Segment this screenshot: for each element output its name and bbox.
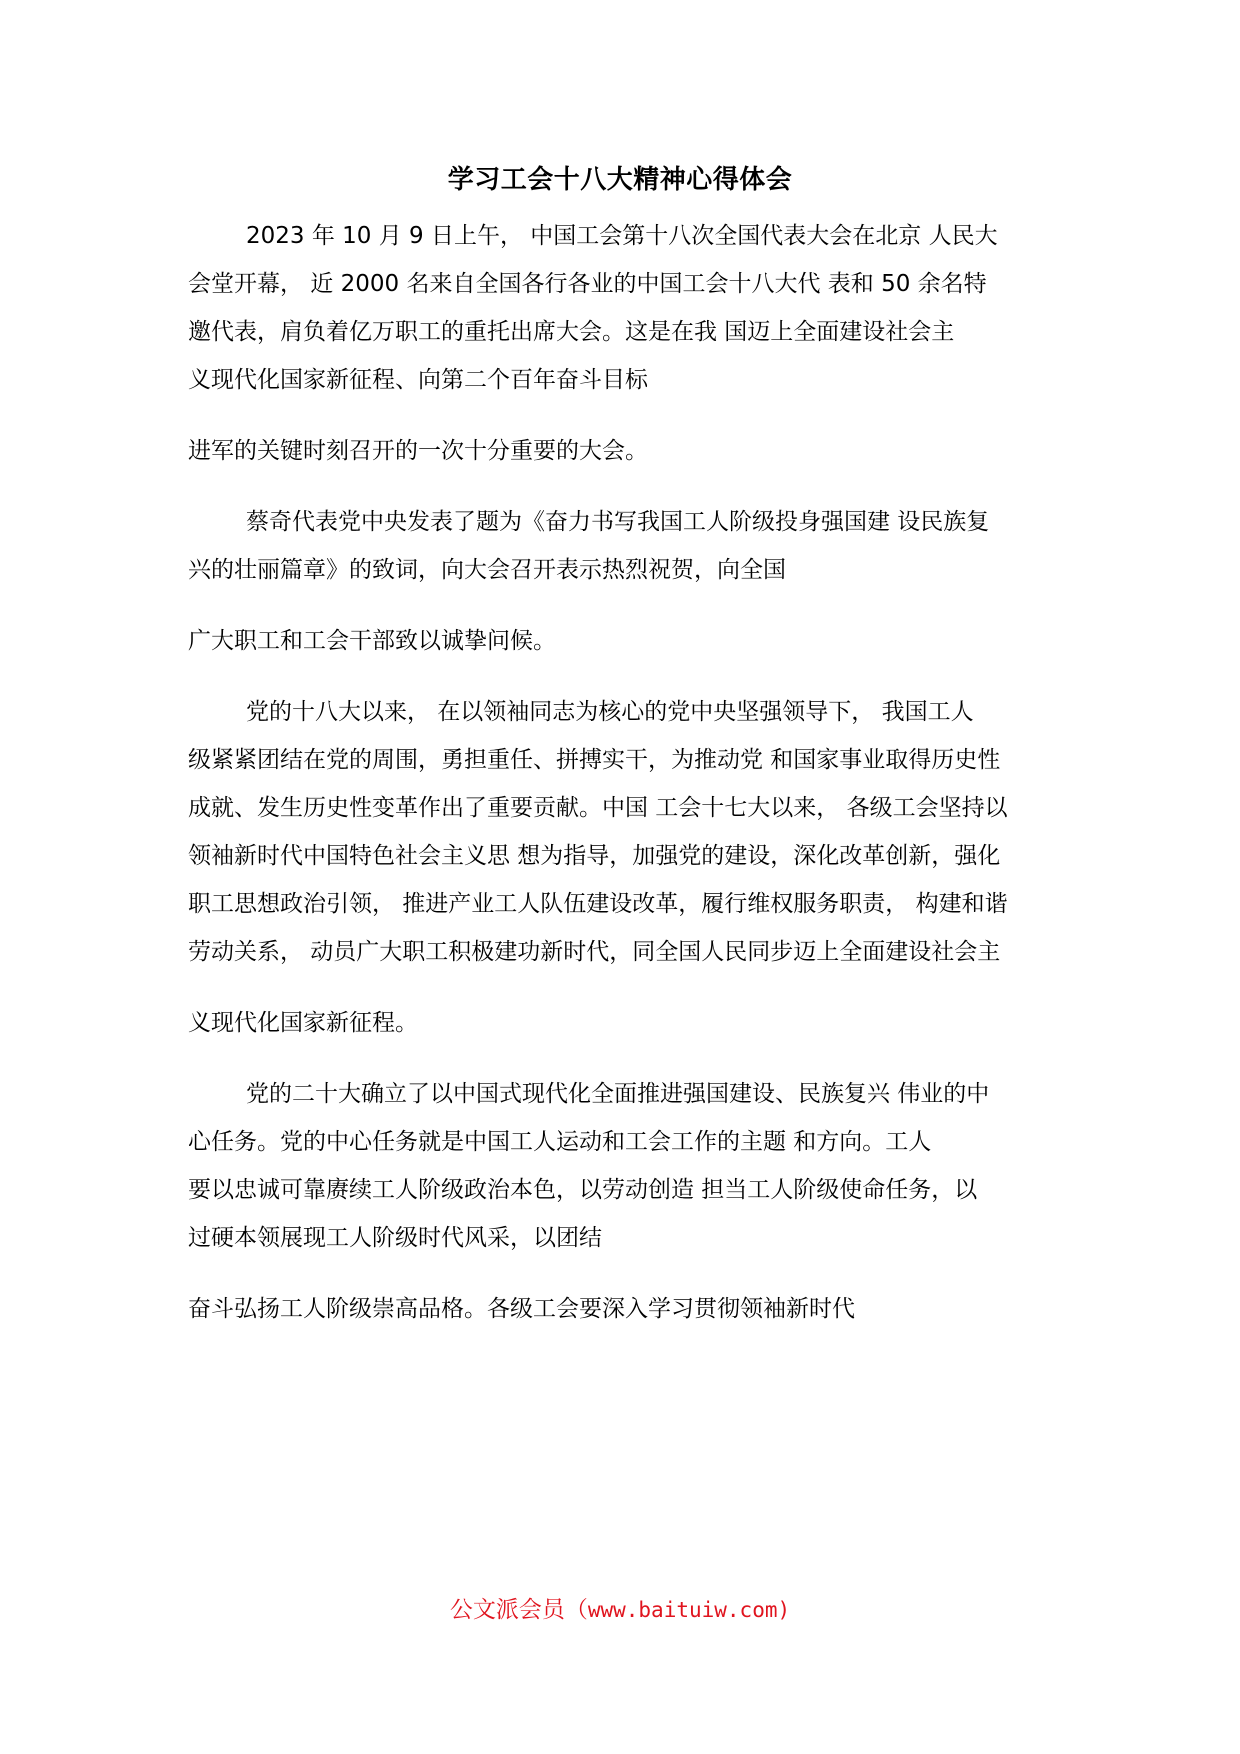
paragraph-gap [188, 594, 1068, 617]
text-line: 过硬本领展现工人阶级时代风采，以团结 [188, 1225, 602, 1251]
paragraph [188, 999, 1068, 1047]
text-line: 要以忠诚可靠赓续工人阶级政治本色，以劳动创造 担当工人阶级使命任务，以 [188, 1177, 978, 1203]
text-line: 2023 年 10 月 9 日上午， 中国工会第十八次全国代表大会在北京 人民大 [246, 223, 998, 249]
paragraph-gap [188, 665, 1068, 688]
paragraph-gap [188, 404, 1068, 427]
paragraph-gap [188, 1047, 1068, 1070]
paragraph-gap [188, 976, 1068, 999]
text-line: 心任务。党的中心任务就是中国工人运动和工会工作的主题 和方向。工人 [188, 1129, 932, 1155]
paragraph [188, 427, 1068, 475]
text-line: 会堂开幕， 近 2000 名来自全国各行各业的中国工会十八大代 表和 50 余名特 [188, 271, 987, 297]
paragraph-gap [188, 1262, 1068, 1285]
text-line: 进军的关键时刻召开的一次十分重要的大会。 [188, 438, 648, 464]
text-line: 义现代化国家新征程。 [188, 1010, 418, 1036]
document-body [188, 212, 1068, 1333]
text-line: 党的二十大确立了以中国式现代化全面推进强国建设、民族复兴 伟业的中 [246, 1081, 990, 1107]
text-line: 奋斗弘扬工人阶级崇高品格。各级工会要深入学习贯彻领袖新时代 [188, 1296, 855, 1322]
text-line: 兴的壮丽篇章》的致词，向大会召开表示热烈祝贺，向全国 [188, 557, 786, 583]
text-line: 级紧紧团结在党的周围，勇担重任、拼搏实干，为推动党 和国家事业取得历史性 [188, 747, 1001, 773]
paragraph [188, 212, 1068, 404]
text-line: 义现代化国家新征程、向第二个百年奋斗目标 [188, 367, 648, 393]
paragraph [188, 1285, 1068, 1333]
paragraph [188, 1070, 1068, 1262]
text-line: 职工思想政治引领， 推进产业工人队伍建设改革，履行维权服务职责， 构建和谐 [188, 891, 1008, 917]
text-line: 劳动关系， 动员广大职工积极建功新时代，同全国人民同步迈上全面建设社会主 [188, 939, 1001, 965]
paragraph [188, 617, 1068, 665]
footer-url: www.baituiw.com) [587, 1598, 791, 1622]
text-line: 领袖新时代中国特色社会主义思 想为指导，加强党的建设，深化改革创新，强化 [188, 843, 1001, 869]
text-line: 邀代表，肩负着亿万职工的重托出席大会。这是在我 国迈上全面建设社会主 [188, 319, 955, 345]
text-line: 成就、发生历史性变革作出了重要贡献。中国 工会十七大以来， 各级工会坚持以 [188, 795, 1008, 821]
footer-label: 公文派会员（ [449, 1597, 588, 1623]
text-line: 党的十八大以来， 在以领袖同志为核心的党中央坚强领导下， 我国工人 [246, 699, 974, 725]
text-line: 蔡奇代表党中央发表了题为《奋力书写我国工人阶级投身强国建 设民族复 [246, 509, 990, 535]
footer-watermark [0, 1592, 1240, 1628]
paragraph [188, 498, 1068, 594]
document-title: 学习工会十八大精神心得体会 [447, 165, 793, 195]
text-line: 广大职工和工会干部致以诚挚问候。 [188, 628, 556, 654]
paragraph-gap [188, 475, 1068, 498]
paragraph [188, 688, 1068, 976]
